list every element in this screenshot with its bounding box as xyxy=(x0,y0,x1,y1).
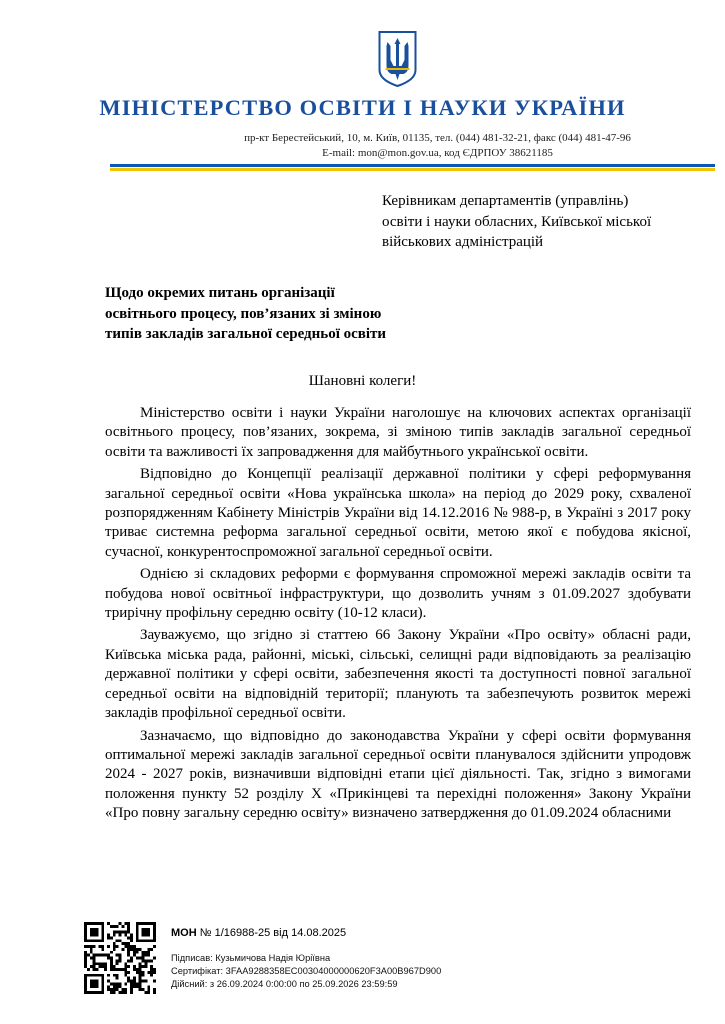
signature-validity: Дійсний: з 26.09.2024 0:00:00 по 25.09.2026 23:59:59 xyxy=(171,979,398,989)
body-paragraph: Однією зі складових реформи є формування спроможної мережі закладів освіти та побудова нової освітньої інфраструктури, що дозволить учням з 01.09.2027 здобувати трирічну профільну середню освіту (10-12 класи). xyxy=(105,566,691,622)
subject-line: типів закладів загальної середньої освіти xyxy=(105,326,387,342)
addressee-line: Керівникам департаментів (управлінь) xyxy=(382,193,629,209)
addressee-line: освіти і науки обласних, Київської міської xyxy=(382,213,652,230)
body-paragraph: Зазначаємо, що відповідно до законодавства України у сфері освіти формування оптимальної мережі закладів загальної середньої освіти планувалося здійснити упродовж 2024 - 2027 років, визначивши відповідні етапи цієї діяльності. Так, згідно з вимогами положення пункту 52 розділу X «Прикінцеві та перехідні положення» Закону України «Про повну загальну середню освіту» визначено затвердження до 01.09.2024 обласними xyxy=(105,727,691,822)
signature-certificate: Сертифікат: 3FAA9288358EC00304000000620F3A00B967D900 xyxy=(171,966,442,976)
tryzub-coat-of-arms-icon xyxy=(377,30,418,88)
registration-prefix: МОН xyxy=(171,927,197,939)
contact-email-line: E-mail: mon@mon.gov.ua, код ЄДРПОУ 38621185 xyxy=(322,147,553,159)
greeting: Шановні колеги! xyxy=(308,373,417,389)
ministry-name: МІНІСТЕРСТВО ОСВІТИ І НАУКИ УКРАЇНИ xyxy=(99,95,626,120)
subject-line: освітнього процесу, пов’язаних зі зміною xyxy=(105,305,382,322)
subject-line: Щодо окремих питань організації xyxy=(105,285,335,301)
registration-number xyxy=(171,927,346,939)
letter-body xyxy=(105,404,691,827)
body-paragraph: Зауважуємо, що згідно зі статтею 66 Закону України «Про освіту» обласні ради, Київська міська рада, районні, міські, сільські, селищні ради відповідають за реалізацію державної політики у сфері освіти, забезпечення якості та доступності повної загальної середньої освіти на відповідній території; планують та забезпечують розвиток мережі закладів профільної середньої освіти. xyxy=(105,627,691,722)
contact-address-line: пр-кт Берестейський, 10, м. Київ, 01135, тел. (044) 481-32-21, факс (044) 481-47-96 xyxy=(244,132,631,144)
body-paragraph: Відповідно до Концепції реалізації державної політики у сфері реформування загальної середньої освіти «Нова українська школа» на період до 2029 року, схваленої розпорядженням Кабінету Міністрів України від 14.12.2016 № 988-р, в Україні з 2017 року триває системна реформа загальної середньої освіти, метою якої є побудова якісної, сучасної, конкурентоспроможної загальної середньої освіти. xyxy=(105,466,691,560)
addressee-line: військових адміністрацій xyxy=(382,234,544,250)
qr-code-icon xyxy=(84,922,156,994)
addressee-block xyxy=(382,191,712,253)
signature-signer: Підписав: Кузьмичова Надія Юріївна xyxy=(171,953,331,963)
header-stripe-blue xyxy=(110,164,715,167)
registration-value: № 1/16988-25 від 14.08.2025 xyxy=(199,927,347,939)
header-stripe-yellow xyxy=(110,168,715,171)
subject-block xyxy=(105,283,386,345)
body-paragraph: Міністерство освіти і науки України наголошує на ключових аспектах організації освітнього процесу, пов’язаних, зокрема, зі зміною типів закладів загальної середньої освіти та важливості їх запровадження для майбутнього української освіти. xyxy=(105,405,691,460)
